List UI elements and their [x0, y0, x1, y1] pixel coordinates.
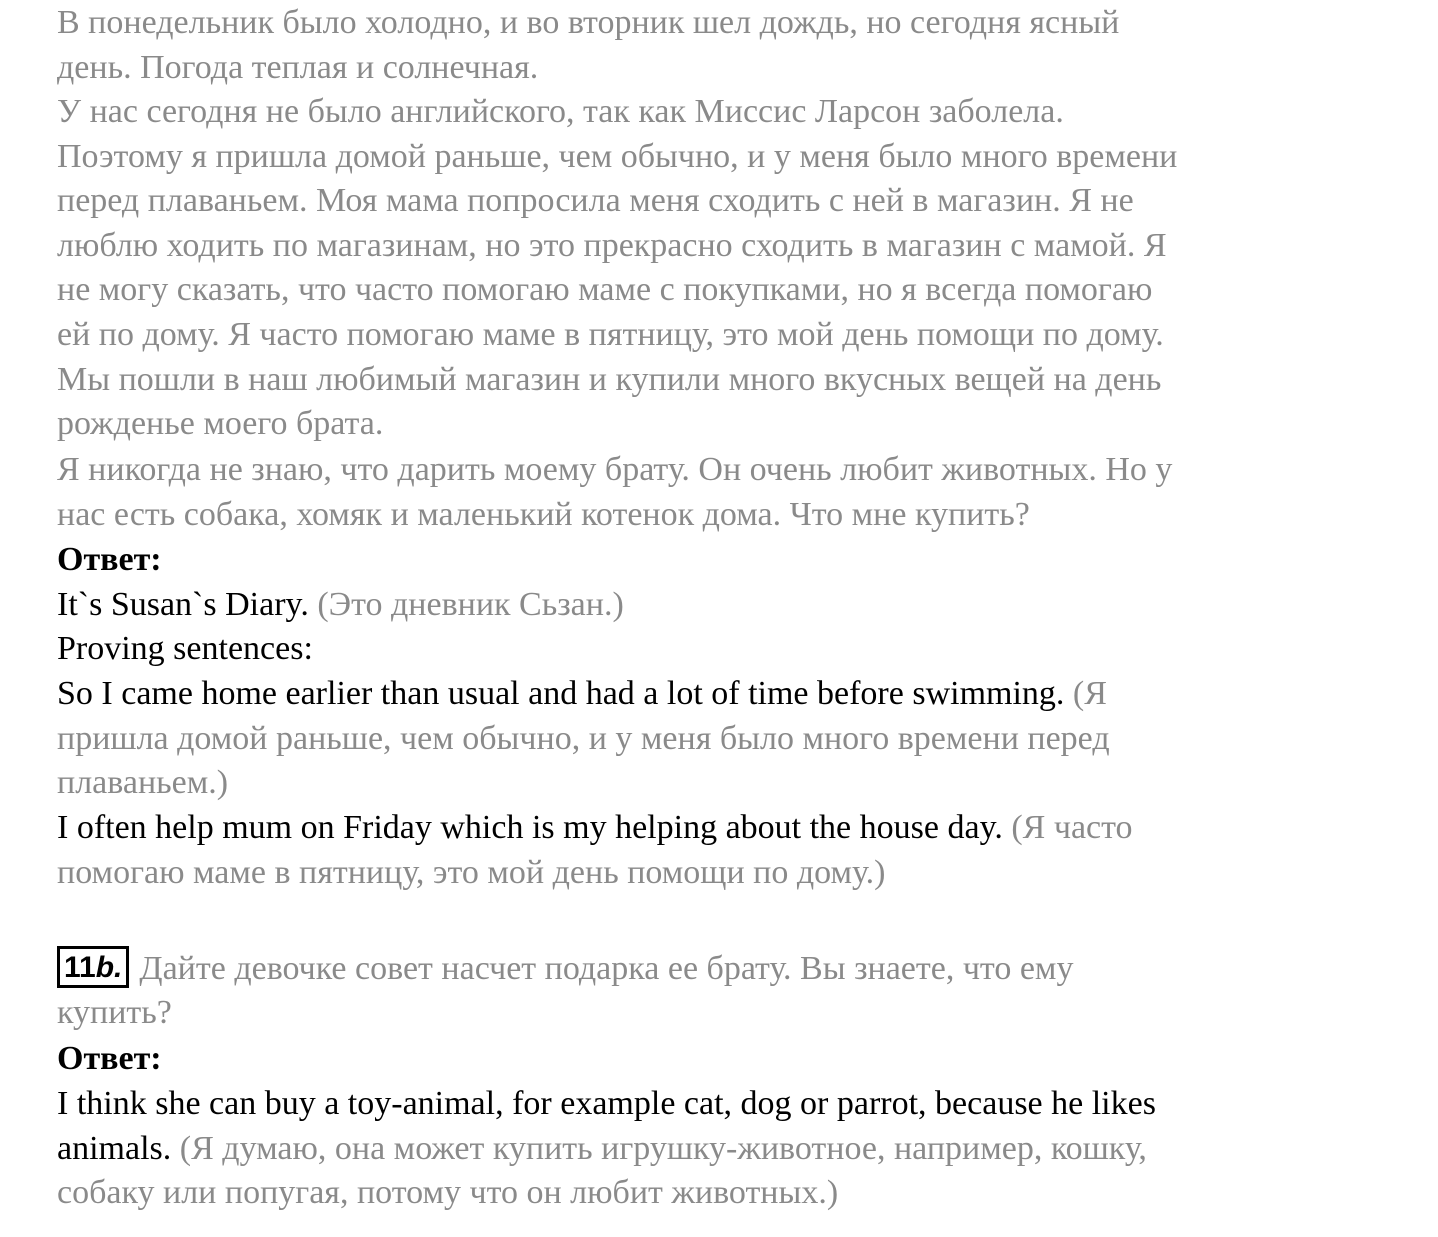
- answer-translation: (Я думаю, она может купить игрушку-животное, например, кошку,: [171, 1129, 1147, 1167]
- answer-translation: (Это дневник Сьзан.): [308, 586, 624, 623]
- proving-sentences-label: [57, 627, 313, 672]
- proving-sentence-1: [57, 672, 1110, 806]
- text-line: день. Погода теплая и солнечная.: [57, 48, 539, 86]
- sentence-translation-start: (Я часто: [1002, 809, 1133, 846]
- answer-heading: Ответ:: [57, 1040, 162, 1077]
- sentence-english: So I came home earlier than usual and had a lot of time before swimming.: [57, 675, 1065, 712]
- sentence-translation: пришла домой раньше, чем обычно, и у меня было много времени перед: [57, 719, 1110, 757]
- sentence-english: I often help mum on Friday which is my helping about the house day.: [57, 809, 1003, 846]
- text-line: Мы пошли в наш любимый магазин и купили много вкусных вещей на день: [57, 360, 1162, 398]
- sentence-translation: помогаю маме в пятницу, это мой день помощи по дому.): [57, 853, 886, 891]
- exercise-number-box: [57, 946, 129, 988]
- proving-heading: Proving sentences:: [57, 630, 313, 667]
- text-line: нас есть собака, хомяк и маленький котенок дома. Что мне купить?: [57, 495, 1030, 533]
- text-line: не могу сказать, что часто помогаю маме с покупками, но я всегда помогаю: [57, 271, 1153, 309]
- answer-text: [57, 583, 624, 628]
- answer-english: animals.: [57, 1129, 172, 1167]
- exercise-task-continued: купить?: [57, 993, 172, 1031]
- text-line: Поэтому я пришла домой раньше, чем обычно, и у меня было много времени: [57, 137, 1178, 175]
- paragraph-weather: [57, 1, 1119, 90]
- exercise-number: 11: [64, 951, 96, 984]
- text-line: люблю ходить по магазинам, но это прекрасно сходить в магазин с мамой. Я: [57, 226, 1167, 264]
- exercise-heading: [57, 946, 1073, 1035]
- exercise-letter: b.: [95, 951, 123, 984]
- paragraph-shopping: [57, 90, 1177, 447]
- answer-english: It`s Susan`s Diary.: [57, 586, 309, 623]
- text-line: В понедельник было холодно, и во вторник шел дождь, но сегодня ясный: [57, 4, 1120, 41]
- answer-label: [57, 538, 162, 583]
- sentence-translation-start: (Я: [1064, 675, 1107, 712]
- proving-sentence-2: [57, 806, 1133, 895]
- answer-translation: собаку или попугая, потому что он любит животных.): [57, 1174, 839, 1212]
- sentence-translation: плаваньем.): [57, 764, 229, 802]
- text-line: У нас сегодня не было английского, так как Миссис Ларсон заболела.: [57, 93, 1064, 130]
- exercise-task: Дайте девочке совет насчет подарка ее брату. Вы знаете, что ему: [139, 950, 1074, 987]
- text-line: Я никогда не знаю, что дарить моему брату. Он очень любит животных. Но у: [57, 451, 1173, 488]
- text-line: перед плаваньем. Моя мама попросила меня сходить с ней в магазин. Я не: [57, 182, 1134, 220]
- paragraph-brother: [57, 448, 1172, 537]
- answer-label: [57, 1037, 162, 1082]
- text-line: рожденье моего брата.: [57, 405, 384, 443]
- answer-text: [57, 1082, 1156, 1216]
- answer-heading: Ответ:: [57, 541, 162, 578]
- text-line: ей по дому. Я часто помогаю маме в пятницу, это мой день помощи по дому.: [57, 315, 1164, 353]
- answer-english: I think she can buy a toy-animal, for example cat, dog or parrot, because he likes: [57, 1085, 1156, 1122]
